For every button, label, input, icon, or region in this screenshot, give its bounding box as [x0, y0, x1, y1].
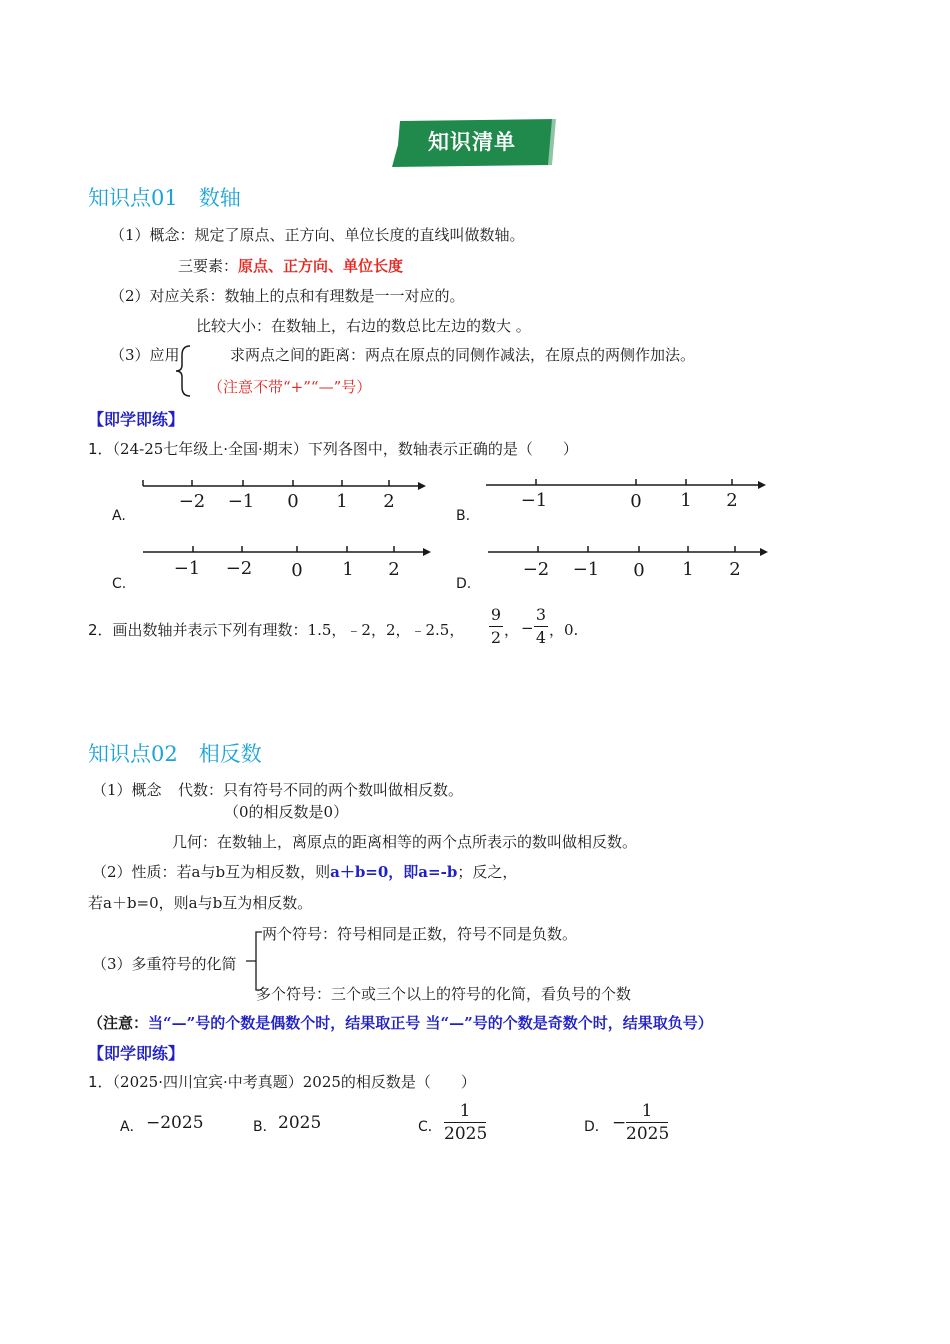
- kp2-two-signs: 两个符号：符号相同是正数，符号不同是负数。: [262, 925, 578, 943]
- kp2-note: [88, 1012, 713, 1033]
- kp2-concept-label: （1）概念: [92, 781, 162, 799]
- tick-label: 0: [630, 491, 642, 512]
- tick-label: 1: [682, 559, 694, 580]
- q1-number: 1．: [88, 1073, 113, 1091]
- tick-label: 1: [342, 559, 354, 580]
- tick-label: −1: [173, 558, 201, 579]
- kp1-three-elements: [178, 255, 403, 276]
- kp2-multi-signs: 多个符号：三个或三个以上的符号的化简，看负号的个数: [256, 985, 632, 1003]
- tick-label: 2: [729, 559, 741, 580]
- kp2-q1: [88, 1071, 476, 1092]
- option-c-letter[interactable]: C.: [112, 576, 127, 592]
- tick-label: −1: [572, 559, 600, 580]
- option-d-minus[interactable]: −: [612, 1113, 627, 1133]
- tick-label: 0: [291, 560, 303, 581]
- kp2-property-converse: 若a＋b=0，则a与b互为相反数。: [88, 894, 313, 912]
- tick-label: −1: [520, 490, 548, 511]
- option-b-value[interactable]: 2025: [278, 1113, 322, 1133]
- tick-label: 2: [383, 491, 395, 512]
- option-d-letter[interactable]: D.: [456, 576, 472, 592]
- kp1-practice-title: 【即学即练】: [88, 410, 185, 429]
- tick-label: −2: [178, 491, 206, 512]
- kp1-q1: [88, 438, 578, 459]
- option-a-value[interactable]: −2025: [146, 1113, 204, 1133]
- kp2-property: [92, 861, 517, 882]
- option-d-numberline[interactable]: [488, 537, 773, 587]
- banner-title: 知识清单: [428, 130, 516, 154]
- option-d-fraction[interactable]: [626, 1102, 668, 1143]
- property-prefix: （2）性质：若a与b互为相反数，则: [92, 863, 331, 881]
- kp1-concept: （1）概念：规定了原点、正方向、单位长度的直线叫做数轴。: [110, 226, 525, 244]
- tick-label: 0: [287, 491, 299, 512]
- option-d-letter[interactable]: D．: [584, 1119, 609, 1135]
- option-b-numberline[interactable]: [486, 470, 771, 520]
- option-c-fraction[interactable]: [444, 1102, 486, 1143]
- kp1-apply-note: （注意不带“+”“—”号）: [208, 378, 372, 396]
- kp2-algebra: 代数：只有符号不同的两个数叫做相反数。: [178, 781, 464, 799]
- kp1-title: 知识点01 数轴: [88, 186, 241, 210]
- kp1-apply-distance: 求两点之间的距离：两点在原点的同侧作减法，在原点的两侧作加法。: [230, 346, 696, 364]
- fraction-three-quarters: [534, 606, 548, 647]
- tick-label: −2: [522, 559, 550, 580]
- option-c-numberline[interactable]: [143, 537, 433, 587]
- option-c-letter[interactable]: C．: [418, 1119, 442, 1135]
- fraction-numerator: 1: [459, 1101, 471, 1121]
- note-body: 当“—”号的个数是偶数个时，结果取正号 当“—”号的个数是奇数个时，结果取负号）: [148, 1014, 713, 1032]
- fraction-denominator: 2: [490, 628, 502, 647]
- kp2-title: 知识点02 相反数: [88, 742, 262, 766]
- kp2-geometry: 几何：在数轴上，离原点的距离相等的两个点所表示的数叫做相反数。: [172, 833, 638, 851]
- kp2-zero-note: （0的相反数是0）: [224, 803, 349, 821]
- apply-brace: [174, 345, 194, 397]
- q1-text: （2025·四川宜宾·中考真题）2025的相反数是（ ）: [112, 1073, 476, 1091]
- q2-text: 画出数轴并表示下列有理数：1.5，﹣2，2，﹣2.5，: [112, 621, 465, 639]
- tick-label: 0: [633, 560, 645, 581]
- q2-number: 2．: [88, 621, 113, 639]
- kp1-correspondence: （2）对应关系：数轴上的点和有理数是一一对应的。: [110, 287, 465, 305]
- option-b-letter[interactable]: B.: [456, 508, 471, 524]
- fraction-numerator: 9: [490, 605, 502, 624]
- tick-label: 2: [726, 490, 738, 511]
- tick-label: −1: [227, 491, 255, 512]
- fraction-nine-halves: [489, 606, 503, 647]
- kp2-simplify-label: （3）多重符号的化简: [92, 955, 237, 973]
- kp1-q2: [88, 619, 464, 640]
- option-b-letter[interactable]: B．: [253, 1119, 277, 1135]
- q2-tail: ，0.: [549, 621, 579, 639]
- kp1-compare: 比较大小：在数轴上，右边的数总比左边的数大 。: [196, 317, 531, 335]
- property-formula: a＋b=0，即a=-b: [330, 863, 458, 881]
- note-prefix: （注意：: [88, 1014, 149, 1032]
- fraction-numerator: 1: [641, 1101, 653, 1121]
- three-elements-value: 原点、正方向、单位长度: [238, 257, 404, 275]
- q1-number: 1．: [88, 440, 113, 458]
- q1-text: （24-25七年级上·全国·期末）下列各图中，数轴表示正确的是（ ）: [112, 440, 578, 458]
- tick-label: −2: [225, 558, 253, 579]
- property-suffix: ；反之，: [457, 863, 518, 881]
- q2-minus: −: [521, 619, 534, 637]
- fraction-numerator: 3: [535, 605, 547, 624]
- fraction-denominator: 2025: [626, 1124, 670, 1144]
- option-a-letter[interactable]: A.: [112, 508, 126, 524]
- option-a-numberline[interactable]: [140, 470, 430, 520]
- kp1-apply-label: （3）应用: [110, 346, 180, 364]
- option-a-letter[interactable]: A．: [120, 1119, 144, 1135]
- three-elements-prefix: 三要素：: [178, 257, 239, 275]
- fraction-denominator: 4: [535, 628, 547, 647]
- fraction-denominator: 2025: [444, 1124, 488, 1144]
- q2-comma: ，: [504, 621, 520, 639]
- tick-label: 2: [388, 559, 400, 580]
- kp2-practice-title: 【即学即练】: [88, 1044, 185, 1063]
- tick-label: 1: [680, 490, 692, 511]
- tick-label: 1: [336, 491, 348, 512]
